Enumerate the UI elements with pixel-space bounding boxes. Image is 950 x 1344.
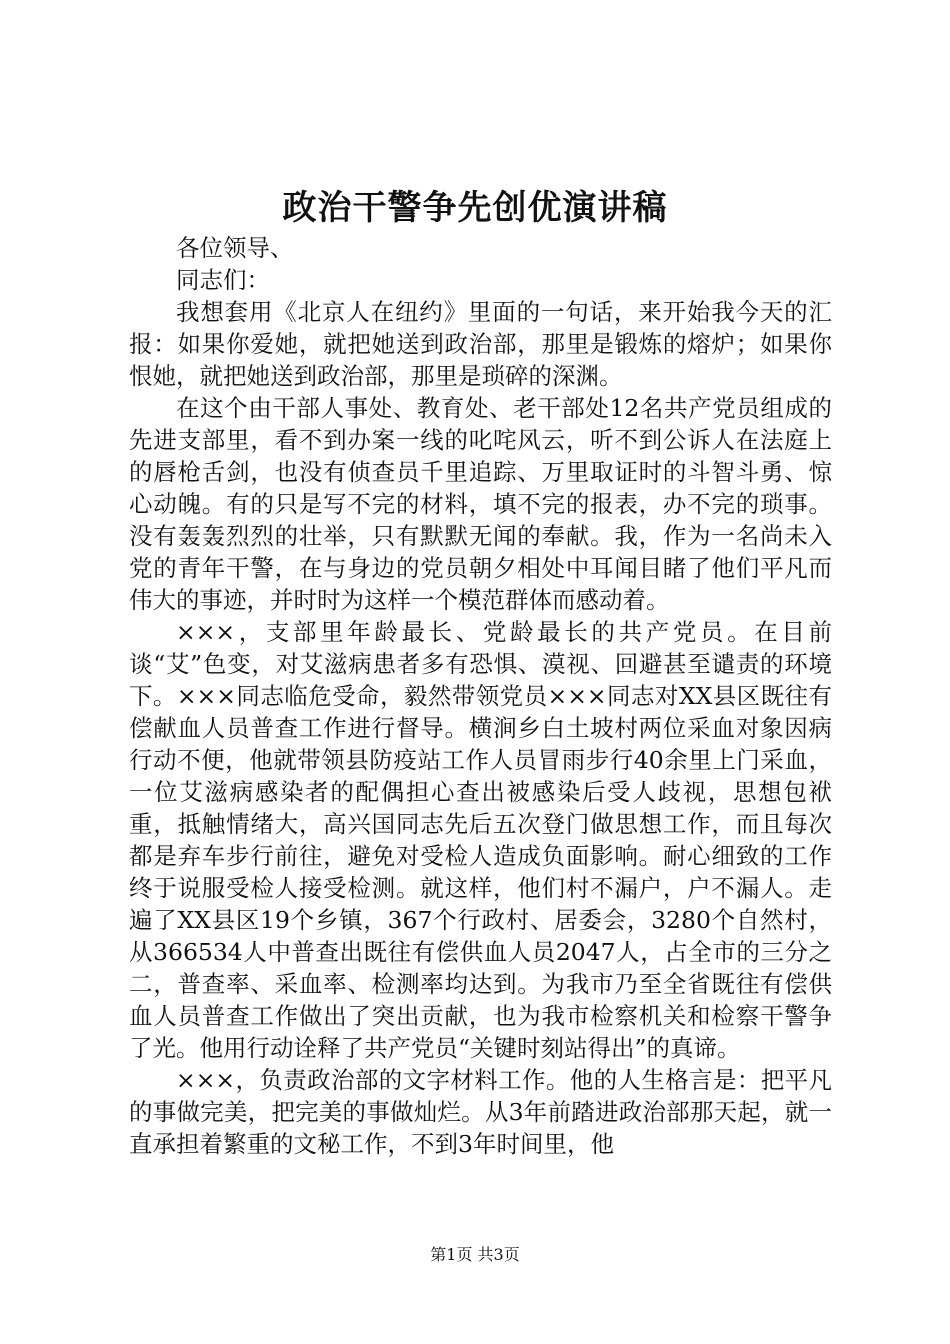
page-footer: 第1页 共3页 <box>430 1245 520 1264</box>
salutation-line-2: 同志们： <box>176 266 270 294</box>
paragraph-member-one: ×××，支部里年龄最长、党龄最长的共产党员。在目前谈“艾”色变，对艾滋病患者多有恐惧、漠视、回避甚至谴责的环境下。×××同志临危受命，毅然带领党员×××同志对XX县区既往有偿献血人员普查工作进行督导。横涧乡白土坡村两位采血对象因病行动不便，他就带领县防疫站工作人员冒雨步行40余里上门采血，一位艾滋病感染者的配偶担心查出被感染后受人歧视，思想包袱重，抵触情绪大，高兴国同志先后五次登门做思想工作，而且每次都是弃车步行前往，避免对受检人造成负面影响。耐心细致的工作终于说服受检人接受检测。就这样，他们村不漏户，户不漏人。走遍了XX县区19个乡镇，367个行政村、居委会，3280个自然村，从366534人中普查出既往有偿供血人员2047人，占全市的三分之二，普查率、采血率、检测率均达到。为我市乃至全省既往有偿供血人员普查工作做出了突出贡献，也为我市检察机关和检察干警争了光。他用行动诠释了共产党员“关键时刻站得出”的真谛。 <box>129 618 832 1062</box>
salutation-line-1: 各位领导、 <box>176 234 294 262</box>
document-title: 政治干警争先创优演讲稿 <box>282 188 668 228</box>
paragraph-intro: 我想套用《北京人在纽约》里面的一句话，来开始我今天的汇报：如果你爱她，就把她送到政治部，那里是锻炼的熔炉；如果你恨她，就把她送到政治部，那里是琐碎的深渊。 <box>129 298 832 390</box>
document-body <box>129 232 832 1160</box>
paragraph-member-two: ×××，负责政治部的文字材料工作。他的人生格言是：把平凡的事做完美，把完美的事做灿烂。从3年前踏进政治部那天起，就一直承担着繁重的文秘工作，不到3年时间里，他 <box>129 1066 832 1158</box>
paragraph-branch: 在这个由干部人事处、教育处、老干部处12名共产党员组成的先进支部里，看不到办案一线的叱咤风云，听不到公诉人在法庭上的唇枪舌剑，也没有侦查员千里追踪、万里取证时的斗智斗勇、惊心动魄。有的只是写不完的材料，填不完的报表，办不完的琐事。没有轰轰烈烈的壮举，只有默默无闻的奉献。我，作为一名尚未入党的青年干警，在与身边的党员朝夕相处中耳闻目睹了他们平凡而伟大的事迹，并时时为这样一个模范群体而感动着。 <box>129 394 832 614</box>
